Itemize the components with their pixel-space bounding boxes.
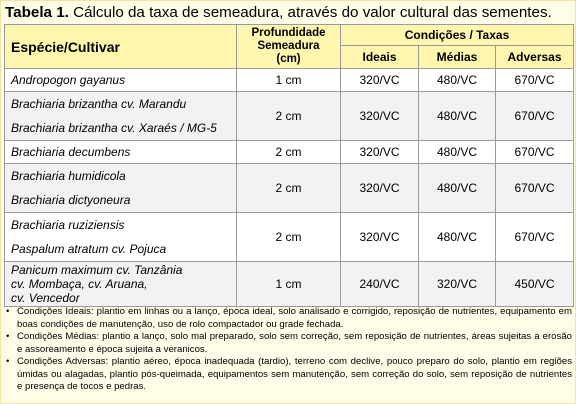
ideal-rate-cell: 320/VC	[341, 164, 419, 213]
species-name: Brachiaria humidicola	[11, 169, 126, 183]
footnote-medium	[6, 331, 572, 356]
table-title	[5, 3, 552, 23]
adverse-rate-cell: 670/VC	[496, 213, 574, 262]
depth-cell: 1 cm	[237, 69, 341, 92]
species-name: Panicum maximum cv. Tanzânia	[11, 263, 183, 277]
species-name: Paspalum atratum cv. Pojuca	[11, 242, 167, 256]
footnote-adverse	[6, 356, 572, 394]
table-title-text: Cálculo da taxa de semeadura, através do valor cultural das sementes.	[73, 4, 552, 21]
header-medium: Médias	[419, 46, 496, 69]
adverse-rate-cell: 450/VC	[496, 262, 574, 307]
species-name: Andropogon gayanus	[11, 73, 126, 87]
table-row	[5, 262, 574, 307]
header-depth	[237, 25, 341, 69]
adverse-rate-cell: 670/VC	[496, 69, 574, 92]
species-cell	[5, 141, 237, 164]
table-title-label: Tabela 1.	[5, 4, 69, 21]
header-depth-line-2: Semeadura	[257, 40, 320, 52]
table-row	[5, 213, 574, 262]
depth-cell: 2 cm	[237, 92, 341, 141]
footnote-text: Condições Adversas: plantio aéreo, época inadequada (tardio), terreno com declive, pouco preparo do solo, plantio em regiões úmidas ou alagadas, plantio pós-queimada, equipamentos sem manutenção, sem correção do solo, sem reposição de nutrientes e presença de tocos e pedras.	[17, 356, 572, 392]
medium-rate-cell: 480/VC	[419, 213, 496, 262]
species-cell	[5, 213, 237, 262]
header-conditions: Condições / Taxas	[341, 25, 574, 46]
ideal-rate-cell: 320/VC	[341, 92, 419, 141]
footnote-text: Condições Ideais: plantio em linhas ou a lanço, época ideal, solo analisado e corrigido, reposição de nutrientes, equipamento em boas condições de manutenção, uso de rolo compactador ou grade fechada.	[17, 306, 572, 330]
table-row	[5, 92, 574, 141]
depth-cell: 2 cm	[237, 164, 341, 213]
species-name: cv. Mombaça, cv. Aruana,	[11, 277, 148, 291]
bullet-icon: •	[6, 331, 10, 342]
header-species: Espécie/Cultivar	[5, 25, 237, 69]
adverse-rate-cell: 670/VC	[496, 164, 574, 213]
depth-cell: 2 cm	[237, 213, 341, 262]
seeding-rate-table	[4, 24, 574, 307]
species-name: Brachiaria brizantha cv. Xaraés / MG-5	[11, 121, 217, 135]
ideal-rate-cell: 320/VC	[341, 213, 419, 262]
medium-rate-cell: 480/VC	[419, 164, 496, 213]
species-cell	[5, 92, 237, 141]
bullet-icon: •	[6, 356, 10, 367]
species-name: Brachiaria dictyoneura	[11, 193, 131, 207]
species-name: cv. Vencedor	[11, 291, 80, 305]
footnote-ideal	[6, 306, 572, 331]
ideal-rate-cell: 320/VC	[341, 141, 419, 164]
medium-rate-cell: 480/VC	[419, 69, 496, 92]
ideal-rate-cell: 320/VC	[341, 69, 419, 92]
species-name: Brachiaria brizantha cv. Marandu	[11, 97, 187, 111]
medium-rate-cell: 480/VC	[419, 141, 496, 164]
species-cell	[5, 69, 237, 92]
header-adverse: Adversas	[496, 46, 574, 69]
species-name: Brachiaria ruziziensis	[11, 218, 125, 232]
species-cell	[5, 164, 237, 213]
medium-rate-cell: 320/VC	[419, 262, 496, 307]
depth-cell: 1 cm	[237, 262, 341, 307]
bullet-icon: •	[6, 306, 10, 317]
footnote-text: Condições Médias: plantio a lanço, solo mal preparado, solo sem correção, sem reposição de nutrientes, áreas sujeitas a erosão e assoreamento e época sujeita a veranicos.	[17, 331, 572, 355]
species-name: Brachiaria decumbens	[11, 145, 131, 159]
species-cell	[5, 262, 237, 307]
header-depth-line-1: Profundidade	[251, 27, 326, 39]
ideal-rate-cell: 240/VC	[341, 262, 419, 307]
table-row	[5, 164, 574, 213]
header-ideal: Ideais	[341, 46, 419, 69]
table-row	[5, 69, 574, 92]
medium-rate-cell: 480/VC	[419, 92, 496, 141]
table-row	[5, 141, 574, 164]
table-footnotes	[6, 306, 572, 394]
depth-cell: 2 cm	[237, 141, 341, 164]
adverse-rate-cell: 670/VC	[496, 92, 574, 141]
header-depth-line-3: (cm)	[276, 53, 301, 65]
adverse-rate-cell: 670/VC	[496, 141, 574, 164]
